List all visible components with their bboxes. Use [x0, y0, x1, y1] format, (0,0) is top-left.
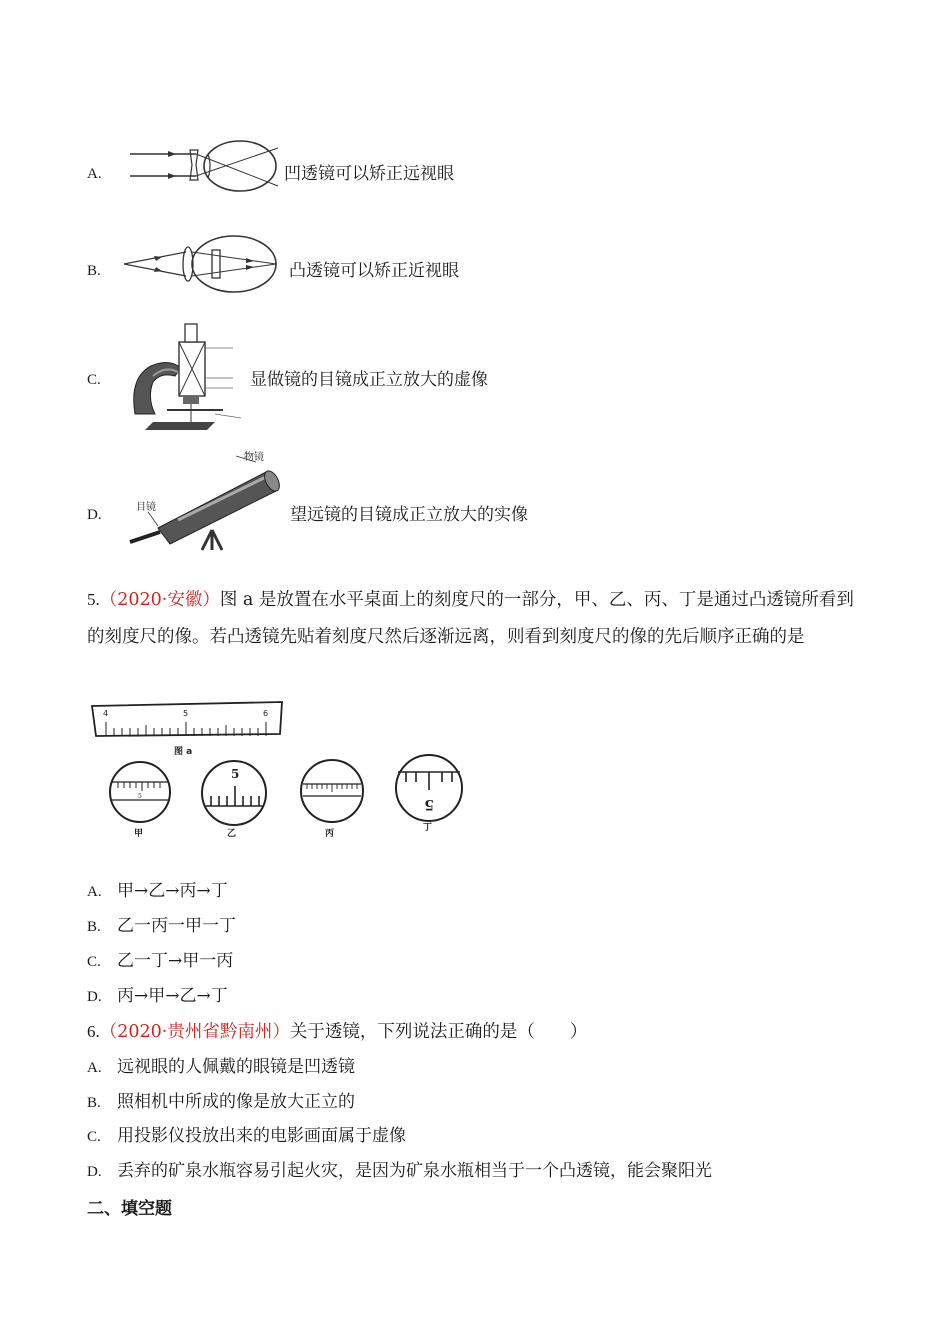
q6-option-a[interactable]	[87, 1056, 355, 1079]
ruler-tick-5: 5	[183, 709, 189, 718]
option-c-letter: C.	[87, 372, 101, 388]
q5-option-a-letter: A.	[87, 884, 102, 900]
lens-view-jia	[106, 760, 176, 840]
option-d-letter: D.	[87, 507, 102, 523]
eyepiece-label: 目镜	[136, 502, 156, 513]
option-a-text: 凹透镜可以矫正远视眼	[284, 164, 454, 184]
q6-option-d[interactable]	[87, 1160, 712, 1183]
question-6	[87, 1021, 587, 1043]
question-5-number: 5.	[87, 590, 100, 609]
option-a-letter: A.	[87, 166, 102, 182]
question-6-number: 6.	[87, 1022, 100, 1041]
svg-text:5: 5	[424, 796, 434, 812]
option-b-letter: B.	[87, 263, 101, 279]
q6-option-d-letter: D.	[87, 1164, 102, 1180]
q5-option-c-text: 乙一丁→甲一丙	[117, 951, 234, 971]
q6-option-d-text: 丢弃的矿泉水瓶容易引起火灾，是因为矿泉水瓶相当于一个凸透镜，能会聚阳光	[117, 1161, 712, 1181]
option-b-text: 凸透镜可以矫正近视眼	[289, 261, 459, 281]
q5-option-a[interactable]	[87, 880, 228, 903]
circle-label-bing: 丙	[325, 829, 335, 839]
question-5-source: （2020·安徽）	[99, 590, 220, 610]
q6-option-c-letter: C.	[87, 1129, 101, 1145]
lens-view-yi	[199, 758, 271, 840]
eye-diagram-convex	[122, 234, 287, 294]
ruler-caption: 图 a	[174, 747, 193, 757]
lens-view-bing	[297, 758, 369, 840]
q6-option-b-text: 照相机中所成的像是放大正立的	[117, 1092, 355, 1112]
q5-option-b-text: 乙一丙一甲一丁	[117, 916, 236, 936]
q6-option-a-letter: A.	[87, 1060, 102, 1076]
q5-option-b-letter: B.	[87, 919, 101, 935]
ruler-figure-a	[88, 700, 288, 760]
ruler-tick-4: 4	[103, 709, 109, 718]
q6-option-c[interactable]	[87, 1125, 406, 1148]
q5-option-c-letter: C.	[87, 954, 101, 970]
question-6-stem: 关于透镜，下列说法正确的是（ ）	[289, 1022, 588, 1042]
svg-text:5: 5	[231, 767, 240, 781]
objective-label: 物镜	[244, 452, 264, 463]
q5-option-d-letter: D.	[87, 989, 102, 1005]
lens-view-ding	[392, 752, 468, 836]
q5-option-a-text: 甲→乙→丙→丁	[117, 881, 228, 901]
q5-option-c[interactable]	[87, 950, 233, 973]
question-5-stem: 图 a 是放置在水平桌面上的刻度尺的一部分，甲、乙、丙、丁是通过凸透镜所看到的刻度尺的像。若凸透镜先贴着刻度尺然后逐渐远离，则看到刻度尺的像的先后顺序正确的是	[87, 590, 854, 647]
circle-label-ding: 丁	[423, 823, 433, 833]
q6-option-a-text: 远视眼的人佩戴的眼镜是凹透镜	[117, 1057, 355, 1077]
q5-option-d-text: 丙→甲→乙→丁	[117, 986, 228, 1006]
q5-option-b[interactable]	[87, 915, 236, 938]
question-5	[87, 581, 857, 656]
q6-option-c-text: 用投影仪投放出来的电影画面属于虚像	[117, 1126, 406, 1146]
q6-option-b[interactable]	[87, 1091, 355, 1114]
q5-option-d[interactable]	[87, 985, 228, 1008]
eye-diagram-concave	[128, 136, 288, 196]
question-6-source: （2020·贵州省黔南州）	[99, 1022, 290, 1042]
circle-label-yi: 乙	[227, 829, 237, 839]
q6-option-b-letter: B.	[87, 1095, 101, 1111]
section-heading: 二、填空题	[87, 1199, 172, 1219]
microscope-image	[115, 318, 255, 438]
option-d-text: 望远镜的目镜成正立放大的实像	[290, 505, 528, 525]
circle-label-jia: 甲	[134, 829, 144, 839]
telescope-image	[118, 450, 288, 550]
option-c-text: 显做镜的目镜成正立放大的虚像	[250, 370, 488, 390]
ruler-tick-6: 6	[263, 709, 269, 718]
svg-text:5: 5	[138, 793, 142, 800]
